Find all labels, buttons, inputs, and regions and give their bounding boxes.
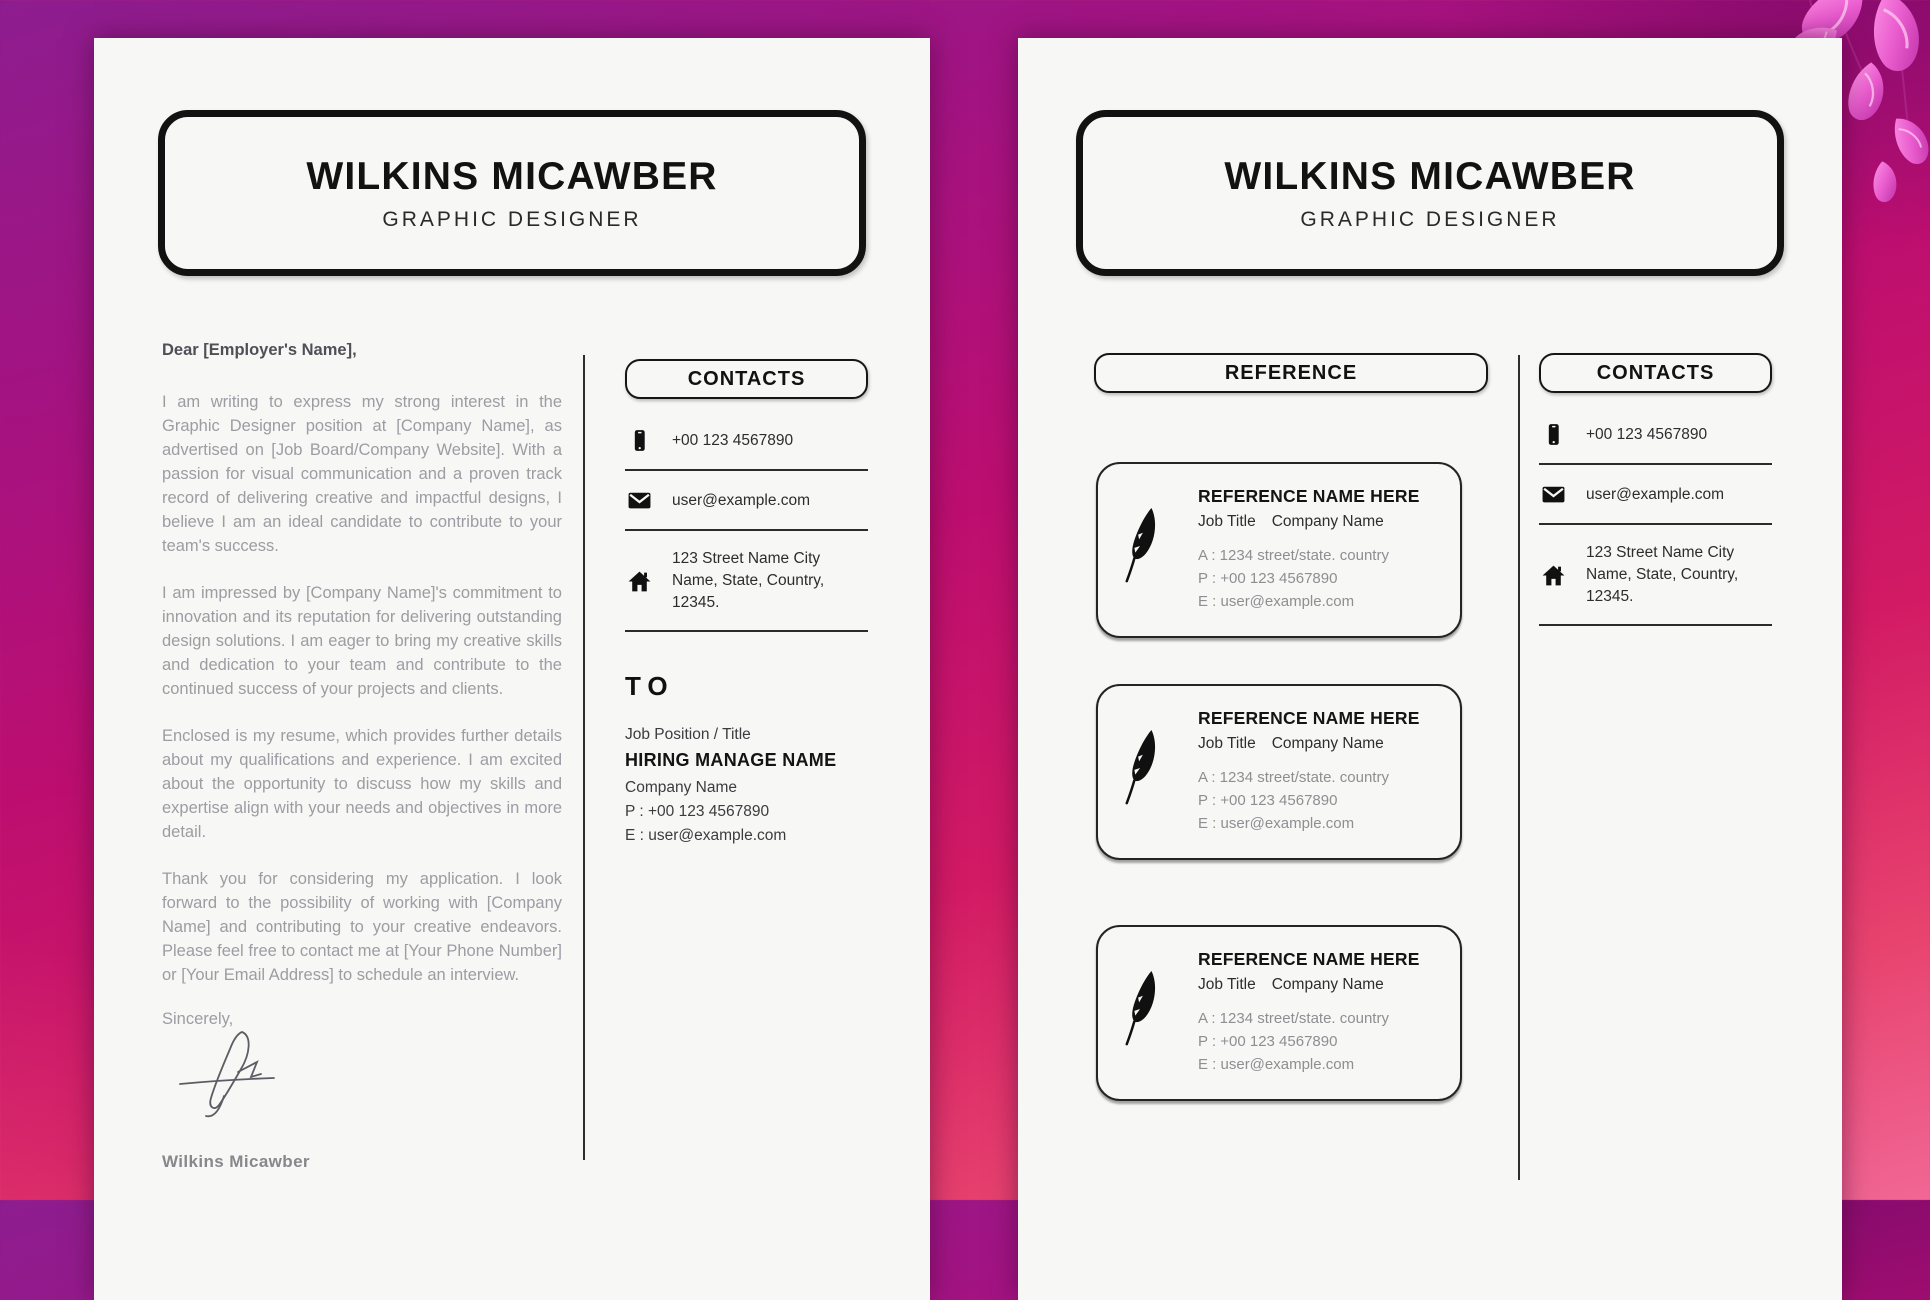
reference-card	[1096, 462, 1462, 638]
to-heading: TO	[625, 671, 675, 701]
person-name: WILKINS MICAWBER	[1224, 154, 1636, 198]
contacts-column	[625, 359, 868, 632]
reference-job-line	[1198, 976, 1448, 994]
contacts-title-box	[1539, 353, 1772, 393]
phone-number: +00 123 4567890	[1586, 425, 1708, 443]
reference-card-text	[1198, 949, 1448, 1076]
email-row	[1539, 465, 1772, 525]
address-line2: Name, State, Country, 12345.	[672, 572, 825, 611]
reference-job-line	[1198, 735, 1448, 753]
vertical-divider	[583, 355, 585, 1160]
contacts-title: CONTACTS	[1596, 361, 1715, 384]
letter-paragraph-4: Thank you for considering my application. I look forward to the possibility of working with [Company Name] and contributing to your creative endeavors. Please feel free to contact me at [Your Phone Number] or [Your Email Address] to schedule an interview.	[162, 870, 562, 984]
signer-name: Wilkins Micawber	[162, 1152, 310, 1171]
feather-icon	[1122, 504, 1160, 588]
letter-paragraph-3: Enclosed is my resume, which provides further details about my qualifications and experience. I am excited about the opportunity to discuss how my skills and expertise align with your needs and objectives in more detail.	[162, 727, 562, 841]
reference-card-text	[1198, 708, 1448, 835]
reference-email: E : user@example.com	[1198, 815, 1355, 832]
phone-icon	[627, 428, 652, 453]
reference-job-title: Job Title	[1198, 513, 1256, 530]
person-role: GRAPHIC DESIGNER	[1300, 207, 1560, 231]
reference-phone: P : +00 123 4567890	[1198, 792, 1338, 809]
person-role: GRAPHIC DESIGNER	[382, 207, 642, 231]
reference-title-box	[1094, 353, 1488, 393]
address-row	[625, 531, 868, 632]
cover-letter-body	[162, 341, 562, 1029]
email-address: user@example.com	[672, 491, 811, 509]
reference-name: REFERENCE NAME HERE	[1198, 949, 1420, 969]
to-hiring-manager-name: HIRING MANAGE NAME	[625, 750, 837, 770]
reference-name: REFERENCE NAME HERE	[1198, 708, 1420, 728]
vertical-divider	[1518, 355, 1520, 1180]
reference-email: E : user@example.com	[1198, 593, 1355, 610]
reference-contact-lines	[1198, 766, 1448, 835]
phone-number: +00 123 4567890	[672, 431, 794, 449]
name-header-box	[158, 110, 866, 276]
home-icon	[627, 569, 652, 594]
contact-list	[1539, 405, 1772, 626]
email-icon	[627, 488, 652, 513]
feather-icon	[1122, 967, 1160, 1051]
contact-list	[625, 411, 868, 632]
name-header-box	[1076, 110, 1784, 276]
person-name: WILKINS MICAWBER	[306, 154, 718, 198]
reference-phone: P : +00 123 4567890	[1198, 570, 1338, 587]
reference-page	[1018, 38, 1842, 1300]
phone-icon	[1541, 422, 1566, 447]
address-text	[672, 548, 866, 614]
reference-address: A : 1234 street/state. country	[1198, 769, 1389, 786]
salutation: Dear [Employer's Name],	[162, 341, 357, 359]
contacts-title: CONTACTS	[687, 367, 806, 390]
reference-name: REFERENCE NAME HERE	[1198, 486, 1420, 506]
to-details	[625, 726, 868, 845]
address-line1: 123 Street Name City	[672, 550, 821, 567]
contacts-title-box	[625, 359, 868, 399]
letter-closing: Sincerely,	[162, 1010, 234, 1028]
email-icon	[1541, 482, 1566, 507]
phone-row	[625, 411, 868, 471]
reference-job-title: Job Title	[1198, 735, 1256, 752]
to-company: Company Name	[625, 779, 737, 796]
to-phone: P : +00 123 4567890	[625, 803, 770, 820]
address-line1: 123 Street Name City	[1586, 544, 1735, 561]
email-row	[625, 471, 868, 531]
reference-card-text	[1198, 486, 1448, 613]
to-email: E : user@example.com	[625, 827, 787, 844]
letter-paragraph-2: I am impressed by [Company Name]'s commitment to innovation and its reputation for delivering outstanding design solutions. I am eager to bring my creative skills and dedication to your team and contribute to the continued success of your projects and clients.	[162, 584, 562, 698]
reference-job-line	[1198, 513, 1448, 531]
reference-address: A : 1234 street/state. country	[1198, 1010, 1389, 1027]
address-text	[1586, 542, 1770, 608]
to-job-position: Job Position / Title	[625, 726, 751, 743]
feather-icon	[1122, 726, 1160, 810]
reference-company: Company Name	[1271, 976, 1384, 993]
address-row	[1539, 525, 1772, 626]
reference-address: A : 1234 street/state. country	[1198, 547, 1389, 564]
reference-job-title: Job Title	[1198, 976, 1256, 993]
reference-phone: P : +00 123 4567890	[1198, 1033, 1338, 1050]
email-address: user@example.com	[1586, 485, 1725, 503]
address-line2: Name, State, Country, 12345.	[1586, 566, 1739, 605]
reference-contact-lines	[1198, 544, 1448, 613]
home-icon	[1541, 563, 1566, 588]
reference-company: Company Name	[1271, 735, 1384, 752]
reference-company: Company Name	[1271, 513, 1384, 530]
letter-paragraph-1: I am writing to express my strong interest in the Graphic Designer position at [Company Name], as advertised on [Job Board/Company Website]. With a passion for visual communication and a proven track record of delivering creative and impactful designs, I believe I am an ideal candidate to contribute to your team's success.	[162, 393, 562, 555]
reference-card	[1096, 684, 1462, 860]
reference-contact-lines	[1198, 1007, 1448, 1076]
to-section	[625, 671, 868, 851]
reference-column	[1094, 353, 1488, 393]
reference-title: REFERENCE	[1224, 361, 1358, 384]
phone-row	[1539, 405, 1772, 465]
reference-email: E : user@example.com	[1198, 1056, 1355, 1073]
reference-card	[1096, 925, 1462, 1101]
signature-image	[172, 1026, 312, 1126]
cover-letter-page	[94, 38, 930, 1300]
contacts-column	[1539, 353, 1772, 626]
